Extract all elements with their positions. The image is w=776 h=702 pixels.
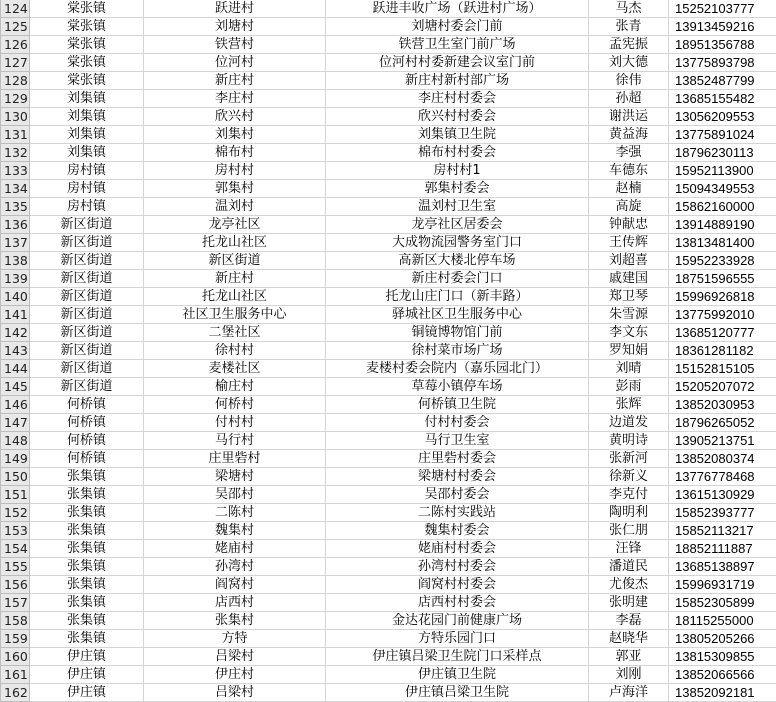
town-cell[interactable]: 何桥镇 [30,414,144,432]
phone-cell[interactable]: 18951356788 [669,36,776,54]
table-body [1,0,776,702]
row-number[interactable]: 139 [1,270,30,288]
site-cell[interactable]: 店西村村委会 [326,594,589,612]
phone-cell[interactable]: 13615130929 [669,486,776,504]
table-row [1,54,776,72]
table-row [1,486,776,504]
table-row [1,90,776,108]
contact-person-cell[interactable]: 刘超喜 [589,252,669,270]
village-cell[interactable]: 社区卫生服务中心 [144,306,326,324]
row-number[interactable]: 137 [1,234,30,252]
row-number[interactable]: 145 [1,378,30,396]
row-number[interactable]: 124 [1,0,30,18]
row-number[interactable]: 157 [1,594,30,612]
town-cell[interactable]: 刘集镇 [30,144,144,162]
town-cell[interactable]: 棠张镇 [30,18,144,36]
site-cell[interactable]: 马行卫生室 [326,432,589,450]
town-cell[interactable]: 张集镇 [30,612,144,630]
town-cell[interactable]: 房村镇 [30,198,144,216]
contact-person-cell[interactable]: 张明建 [589,594,669,612]
town-cell[interactable]: 刘集镇 [30,126,144,144]
town-cell[interactable]: 张集镇 [30,522,144,540]
contact-person-cell[interactable]: 孟宪振 [589,36,669,54]
table-row [1,648,776,666]
row-number[interactable]: 146 [1,396,30,414]
town-cell[interactable]: 新区街道 [30,324,144,342]
row-number[interactable]: 159 [1,630,30,648]
contact-person-cell[interactable]: 刘晴 [589,360,669,378]
row-number[interactable]: 160 [1,648,30,666]
village-cell[interactable]: 张集村 [144,612,326,630]
table-row [1,594,776,612]
village-cell[interactable]: 铁营村 [144,36,326,54]
phone-cell[interactable]: 15852113217 [669,522,776,540]
row-number[interactable]: 150 [1,468,30,486]
row-number[interactable]: 140 [1,288,30,306]
site-cell[interactable]: 付村村委会 [326,414,589,432]
contact-person-cell[interactable]: 戚建国 [589,270,669,288]
phone-cell[interactable]: 15852393777 [669,504,776,522]
table-row [1,18,776,36]
row-number[interactable]: 131 [1,126,30,144]
phone-cell[interactable]: 13852080374 [669,450,776,468]
contact-person-cell[interactable]: 汪锋 [589,540,669,558]
table-row [1,540,776,558]
contact-person-cell[interactable]: 罗知娟 [589,342,669,360]
phone-cell[interactable]: 13913459216 [669,18,776,36]
village-cell[interactable]: 姥庙村 [144,540,326,558]
village-cell[interactable]: 托龙山社区 [144,288,326,306]
site-cell[interactable]: 新庄村新村部广场 [326,72,589,90]
table-row [1,288,776,306]
row-number[interactable]: 148 [1,432,30,450]
village-cell[interactable]: 阎窝村 [144,576,326,594]
site-cell[interactable]: 魏集村委会 [326,522,589,540]
phone-cell[interactable]: 15852305899 [669,594,776,612]
table-row [1,504,776,522]
site-cell[interactable]: 铜镜博物馆门前 [326,324,589,342]
row-number[interactable]: 142 [1,324,30,342]
site-cell[interactable]: 吴邵村委会 [326,486,589,504]
village-cell[interactable]: 方特 [144,630,326,648]
phone-cell[interactable]: 13852066566 [669,666,776,684]
village-cell[interactable]: 马行村 [144,432,326,450]
village-cell[interactable]: 吕梁村 [144,684,326,702]
village-cell[interactable]: 刘塘村 [144,18,326,36]
site-cell[interactable]: 房村村1 [326,162,589,180]
contact-person-cell[interactable]: 孙超 [589,90,669,108]
contact-person-cell[interactable]: 李文东 [589,324,669,342]
row-number[interactable]: 129 [1,90,30,108]
table-row [1,324,776,342]
phone-cell[interactable]: 15862160000 [669,198,776,216]
contact-person-cell[interactable]: 钟献忠 [589,216,669,234]
table-row [1,342,776,360]
village-cell[interactable]: 温刘村 [144,198,326,216]
site-cell[interactable]: 二陈村实践站 [326,504,589,522]
phone-cell[interactable]: 13776778468 [669,468,776,486]
village-cell[interactable]: 欣兴村 [144,108,326,126]
site-cell[interactable]: 龙亭社区居委会 [326,216,589,234]
contact-person-cell[interactable]: 张青 [589,18,669,36]
site-cell[interactable]: 金达花园门前健康广场 [326,612,589,630]
site-cell[interactable]: 刘塘村委会门前 [326,18,589,36]
phone-cell[interactable]: 13852487799 [669,72,776,90]
site-cell[interactable]: 伊庄镇卫生院 [326,666,589,684]
contact-person-cell[interactable]: 谢洪运 [589,108,669,126]
row-number[interactable]: 141 [1,306,30,324]
contact-person-cell[interactable]: 潘道民 [589,558,669,576]
contact-person-cell[interactable]: 王传辉 [589,234,669,252]
site-cell[interactable]: 欣兴村村委会 [326,108,589,126]
contact-person-cell[interactable]: 张辉 [589,396,669,414]
phone-cell[interactable]: 13775893798 [669,54,776,72]
site-cell[interactable]: 庄里砦村委会 [326,450,589,468]
town-cell[interactable]: 张集镇 [30,468,144,486]
row-number[interactable]: 156 [1,576,30,594]
village-cell[interactable]: 魏集村 [144,522,326,540]
table-row [1,234,776,252]
phone-cell[interactable]: 13852092181 [669,684,776,702]
village-cell[interactable]: 庄里砦村 [144,450,326,468]
contact-person-cell[interactable]: 黄明诗 [589,432,669,450]
village-cell[interactable]: 新庄村 [144,270,326,288]
table-row [1,630,776,648]
phone-cell[interactable]: 13685120777 [669,324,776,342]
table-row [1,576,776,594]
village-cell[interactable]: 刘集村 [144,126,326,144]
town-cell[interactable]: 棠张镇 [30,0,144,18]
contact-person-cell[interactable]: 朱雪源 [589,306,669,324]
phone-cell[interactable]: 13775891024 [669,126,776,144]
contact-person-cell[interactable]: 张仁朋 [589,522,669,540]
table-row [1,72,776,90]
table-row [1,306,776,324]
town-cell[interactable]: 刘集镇 [30,108,144,126]
row-number[interactable]: 128 [1,72,30,90]
contact-person-cell[interactable]: 刘刚 [589,666,669,684]
table-row [1,0,776,18]
contact-person-cell[interactable]: 彭雨 [589,378,669,396]
site-cell[interactable]: 徐村菜市场广场 [326,342,589,360]
phone-cell[interactable]: 18852111887 [669,540,776,558]
row-number[interactable]: 154 [1,540,30,558]
site-cell[interactable]: 姥庙村村委会 [326,540,589,558]
site-cell[interactable]: 高新区大楼北停车场 [326,252,589,270]
row-number[interactable]: 152 [1,504,30,522]
table-row [1,180,776,198]
town-cell[interactable]: 张集镇 [30,504,144,522]
town-cell[interactable]: 棠张镇 [30,36,144,54]
contact-person-cell[interactable]: 高旋 [589,198,669,216]
town-cell[interactable]: 伊庄镇 [30,666,144,684]
contact-person-cell[interactable]: 李强 [589,144,669,162]
table-row [1,378,776,396]
village-cell[interactable]: 新区街道 [144,252,326,270]
town-cell[interactable]: 新区街道 [30,288,144,306]
site-cell[interactable]: 麦楼村委会院内（嘉乐园北门） [326,360,589,378]
phone-cell[interactable]: 13813481400 [669,234,776,252]
table-row [1,396,776,414]
town-cell[interactable]: 张集镇 [30,594,144,612]
table-row [1,108,776,126]
row-number[interactable]: 143 [1,342,30,360]
table-row [1,216,776,234]
town-cell[interactable]: 新区街道 [30,306,144,324]
row-number[interactable]: 134 [1,180,30,198]
site-cell[interactable]: 伊庄镇吕梁卫生院门口采样点 [326,648,589,666]
contact-person-cell[interactable]: 赵晓华 [589,630,669,648]
site-cell[interactable]: 大成物流园警务室门口 [326,234,589,252]
village-cell[interactable]: 吕梁村 [144,648,326,666]
row-number[interactable]: 161 [1,666,30,684]
village-cell[interactable]: 李庄村 [144,90,326,108]
phone-cell[interactable]: 18751596555 [669,270,776,288]
contact-person-cell[interactable]: 边道发 [589,414,669,432]
table-row [1,270,776,288]
village-cell[interactable]: 徐村村 [144,342,326,360]
village-cell[interactable]: 跃进村 [144,0,326,18]
phone-cell[interactable]: 15996931719 [669,576,776,594]
site-cell[interactable]: 新庄村委会门口 [326,270,589,288]
site-cell[interactable]: 方特乐园门口 [326,630,589,648]
town-cell[interactable]: 张集镇 [30,630,144,648]
phone-cell[interactable]: 15152815105 [669,360,776,378]
phone-cell[interactable]: 13914889190 [669,216,776,234]
village-cell[interactable]: 榆庄村 [144,378,326,396]
contact-person-cell[interactable]: 李磊 [589,612,669,630]
row-number[interactable]: 133 [1,162,30,180]
village-cell[interactable]: 新庄村 [144,72,326,90]
town-cell[interactable]: 何桥镇 [30,396,144,414]
village-cell[interactable]: 二堡社区 [144,324,326,342]
row-number[interactable]: 153 [1,522,30,540]
phone-cell[interactable]: 15094349553 [669,180,776,198]
village-cell[interactable]: 二陈村 [144,504,326,522]
contact-person-cell[interactable]: 郑卫琴 [589,288,669,306]
village-cell[interactable]: 孙湾村 [144,558,326,576]
town-cell[interactable]: 新区街道 [30,234,144,252]
town-cell[interactable]: 新区街道 [30,342,144,360]
village-cell[interactable]: 梁塘村 [144,468,326,486]
town-cell[interactable]: 何桥镇 [30,450,144,468]
town-cell[interactable]: 何桥镇 [30,432,144,450]
table-row [1,144,776,162]
town-cell[interactable]: 新区街道 [30,270,144,288]
village-cell[interactable]: 伊庄村 [144,666,326,684]
site-cell[interactable]: 阎窝村村委会 [326,576,589,594]
town-cell[interactable]: 张集镇 [30,486,144,504]
phone-cell[interactable]: 18115255000 [669,612,776,630]
site-cell[interactable]: 李庄村村委会 [326,90,589,108]
village-cell[interactable]: 郭集村 [144,180,326,198]
contact-person-cell[interactable]: 马杰 [589,0,669,18]
table-row [1,558,776,576]
site-cell[interactable]: 温刘村卫生室 [326,198,589,216]
town-cell[interactable]: 新区街道 [30,216,144,234]
row-number[interactable]: 130 [1,108,30,126]
phone-cell[interactable]: 15952233928 [669,252,776,270]
table-row [1,468,776,486]
row-number[interactable]: 144 [1,360,30,378]
row-number[interactable]: 126 [1,36,30,54]
table-row [1,432,776,450]
site-cell[interactable]: 郭集村委会 [326,180,589,198]
phone-cell[interactable]: 15205207072 [669,378,776,396]
contact-person-cell[interactable]: 郭亚 [589,648,669,666]
town-cell[interactable]: 新区街道 [30,360,144,378]
contact-person-cell[interactable]: 张新河 [589,450,669,468]
town-cell[interactable]: 伊庄镇 [30,684,144,702]
row-number[interactable]: 127 [1,54,30,72]
village-cell[interactable]: 托龙山社区 [144,234,326,252]
row-number[interactable]: 136 [1,216,30,234]
contact-person-cell[interactable]: 李克付 [589,486,669,504]
phone-cell[interactable]: 13685155482 [669,90,776,108]
phone-cell[interactable]: 13815309855 [669,648,776,666]
row-number[interactable]: 132 [1,144,30,162]
table-row [1,162,776,180]
table-row [1,612,776,630]
contact-person-cell[interactable]: 车德东 [589,162,669,180]
village-cell[interactable]: 麦楼社区 [144,360,326,378]
site-cell[interactable]: 驿城社区卫生服务中心 [326,306,589,324]
phone-cell[interactable]: 18361281182 [669,342,776,360]
phone-cell[interactable]: 15252103777 [669,0,776,18]
table-row [1,522,776,540]
contact-person-cell[interactable]: 尤俊杰 [589,576,669,594]
phone-cell[interactable]: 13805205266 [669,630,776,648]
town-cell[interactable]: 伊庄镇 [30,648,144,666]
site-cell[interactable]: 伊庄镇吕梁卫生院 [326,684,589,702]
village-cell[interactable]: 位河村 [144,54,326,72]
town-cell[interactable]: 棠张镇 [30,72,144,90]
site-cell[interactable]: 跃进丰收广场（跃进村广场） [326,0,589,18]
site-cell[interactable]: 棉布村村委会 [326,144,589,162]
phone-cell[interactable]: 18796230113 [669,144,776,162]
row-number[interactable]: 155 [1,558,30,576]
contact-person-cell[interactable]: 卢海洋 [589,684,669,702]
row-number[interactable]: 151 [1,486,30,504]
contact-person-cell[interactable]: 徐新义 [589,468,669,486]
contact-person-cell[interactable]: 徐伟 [589,72,669,90]
village-cell[interactable]: 付村村 [144,414,326,432]
site-cell[interactable]: 刘集镇卫生院 [326,126,589,144]
town-cell[interactable]: 张集镇 [30,558,144,576]
row-number[interactable]: 158 [1,612,30,630]
table-row [1,666,776,684]
village-cell[interactable]: 房村村 [144,162,326,180]
row-number[interactable]: 149 [1,450,30,468]
table-row [1,684,776,702]
site-cell[interactable]: 位河村村委新建会议室门前 [326,54,589,72]
village-cell[interactable]: 吴邵村 [144,486,326,504]
row-number[interactable]: 135 [1,198,30,216]
phone-cell[interactable]: 13775992010 [669,306,776,324]
town-cell[interactable]: 新区街道 [30,378,144,396]
phone-cell[interactable]: 13852030953 [669,396,776,414]
village-cell[interactable]: 龙亭社区 [144,216,326,234]
phone-cell[interactable]: 13056209553 [669,108,776,126]
site-cell[interactable]: 托龙山庄门口（新丰路） [326,288,589,306]
site-cell[interactable]: 梁塘村村委会 [326,468,589,486]
town-cell[interactable]: 房村镇 [30,162,144,180]
phone-cell[interactable]: 13685138897 [669,558,776,576]
table-row [1,252,776,270]
site-cell[interactable]: 铁营卫生室门前广场 [326,36,589,54]
town-cell[interactable]: 刘集镇 [30,90,144,108]
row-number[interactable]: 125 [1,18,30,36]
village-cell[interactable]: 棉布村 [144,144,326,162]
phone-cell[interactable]: 15952113900 [669,162,776,180]
village-cell[interactable]: 店西村 [144,594,326,612]
site-cell[interactable]: 孙湾村村委会 [326,558,589,576]
table-row [1,36,776,54]
table-row [1,414,776,432]
contact-person-cell[interactable]: 陶明利 [589,504,669,522]
table-row [1,126,776,144]
town-cell[interactable]: 新区街道 [30,252,144,270]
contact-person-cell[interactable]: 黄益海 [589,126,669,144]
table-row [1,360,776,378]
row-number[interactable]: 138 [1,252,30,270]
contact-person-cell[interactable]: 刘大德 [589,54,669,72]
table-row [1,198,776,216]
town-cell[interactable]: 房村镇 [30,180,144,198]
village-cell[interactable]: 何桥村 [144,396,326,414]
contact-person-cell[interactable]: 赵楠 [589,180,669,198]
phone-cell[interactable]: 13905213751 [669,432,776,450]
phone-cell[interactable]: 18796265052 [669,414,776,432]
row-number[interactable]: 147 [1,414,30,432]
table-row [1,450,776,468]
site-cell[interactable]: 何桥镇卫生院 [326,396,589,414]
site-cell[interactable]: 草莓小镇停车场 [326,378,589,396]
town-cell[interactable]: 张集镇 [30,540,144,558]
row-number[interactable]: 162 [1,684,30,702]
town-cell[interactable]: 棠张镇 [30,54,144,72]
town-cell[interactable]: 张集镇 [30,576,144,594]
phone-cell[interactable]: 15996926818 [669,288,776,306]
